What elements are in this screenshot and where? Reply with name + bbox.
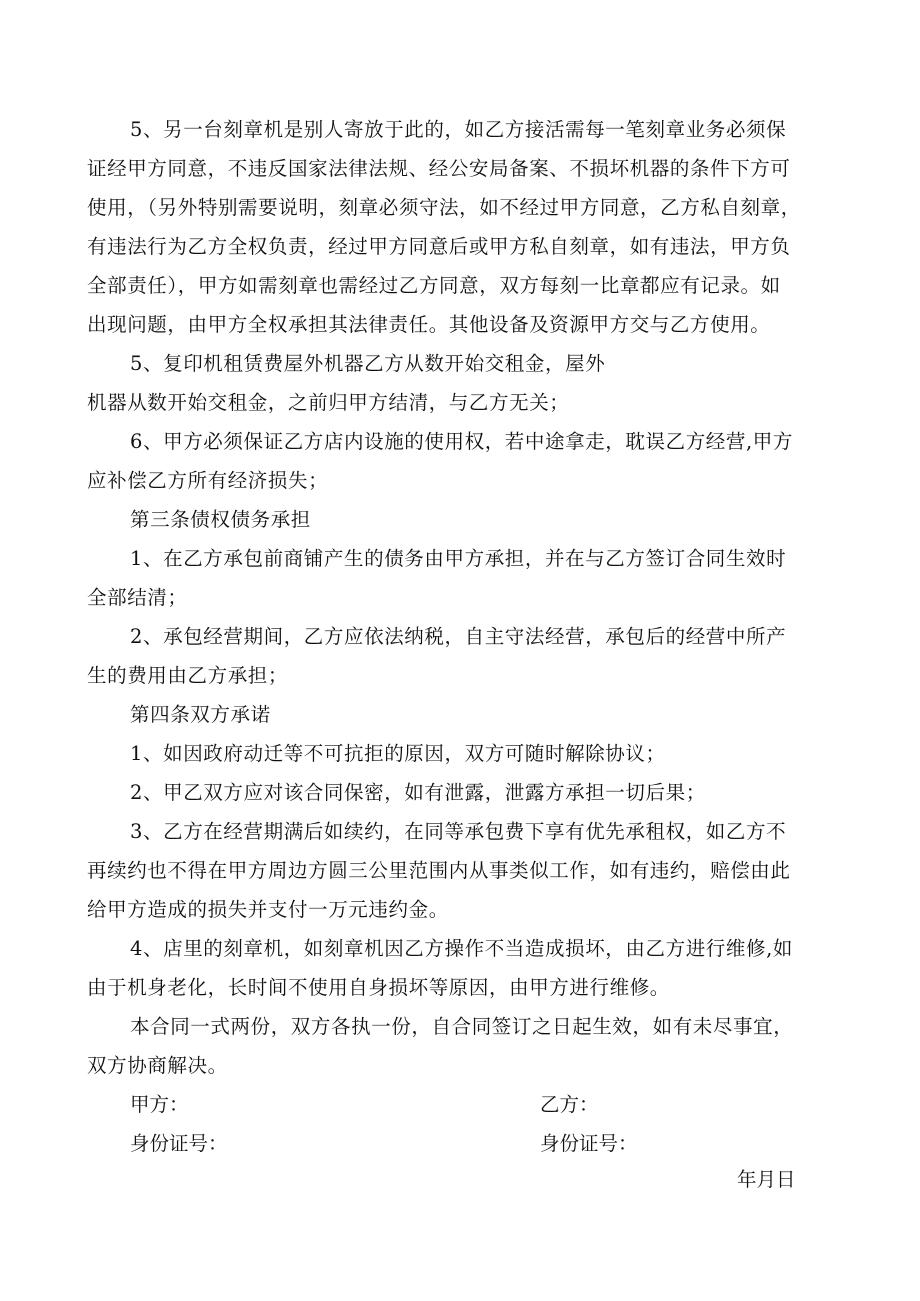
- party-b-id-label: 身份证号：: [540, 1132, 638, 1155]
- date-label: 年月日: [737, 1168, 796, 1191]
- article-3-item-2-line-1: 2、承包经营期间，乙方应依法纳税，自主守法经营，承包后的经营中所产: [130, 625, 787, 648]
- article-4-item-3-line-2: 再续约也不得在甲方周边方圆三公里范围内从事类似工作，如有违约，赔偿由此: [87, 859, 791, 882]
- clause-5a-line-5: 全部责任），甲方如需刻章也需经过乙方同意，双方每刻一比章都应有记录。如: [87, 274, 781, 297]
- article-4-item-3-line-3: 给甲方造成的损失并支付一万元违约金。: [87, 898, 449, 921]
- closing-line-2: 双方协商解决。: [87, 1054, 228, 1077]
- article-4-item-1: 1、如因政府动迁等不可抗拒的原因，双方可随时解除协议；: [130, 742, 666, 765]
- clause-5a-line-1: 5、另一台刻章机是别人寄放于此的，如乙方接活需每一笔刻章业务必须保: [130, 118, 787, 141]
- party-b-label: 乙方：: [540, 1093, 599, 1116]
- article-3-item-1-line-2: 全部结清；: [87, 586, 188, 609]
- clause-5b-line-1: 5、复印机租赁费屋外机器乙方从数开始交租金，屋外: [130, 352, 606, 375]
- article-4-item-2: 2、甲乙双方应对该合同保密，如有泄露，泄露方承担一切后果；: [130, 781, 706, 804]
- article-4-title: 第四条双方承诺: [130, 703, 271, 726]
- article-3-title: 第三条债权债务承担: [130, 508, 311, 531]
- clause-5a-line-3: 使用，（另外特别需要说明，刻章必须守法，如不经过甲方同意，乙方私自刻章，: [87, 196, 801, 219]
- clause-6-line-2: 应补偿乙方所有经济损失；: [87, 469, 329, 492]
- party-a-label: 甲方：: [130, 1093, 189, 1116]
- clause-5a-line-6: 出现问题，由甲方全权承担其法律责任。其他设备及资源甲方交与乙方使用。: [87, 313, 771, 336]
- article-3-item-1-line-1: 1、在乙方承包前商铺产生的债务由甲方承担，并在与乙方签订合同生效时: [130, 547, 787, 570]
- clause-5b-line-2: 机器从数开始交租金，之前归甲方结清，与乙方无关；: [87, 391, 570, 414]
- clause-5a-line-2: 证经甲方同意，不违反国家法律法规、经公安局备案、不损坏机器的条件下方可: [87, 157, 791, 180]
- clause-5a-line-4: 有违法行为乙方全权负责，经过甲方同意后或甲方私自刻章，如有违法，甲方负: [87, 235, 791, 258]
- article-4-item-4-line-1: 4、店里的刻章机，如刻章机因乙方操作不当造成损坏，由乙方进行维修,如: [130, 937, 794, 960]
- party-a-id-label: 身份证号：: [130, 1132, 228, 1155]
- clause-6-line-1: 6、甲方必须保证乙方店内设施的使用权，若中途拿走，耽误乙方经营,甲方: [130, 430, 794, 453]
- article-4-item-4-line-2: 由于机身老化，长时间不使用自身损坏等原因，由甲方进行维修。: [87, 976, 670, 999]
- closing-line-1: 本合同一式两份，双方各执一份，自合同签订之日起生效，如有未尽事宜，: [130, 1015, 794, 1038]
- article-4-item-3-line-1: 3、乙方在经营期满后如续约，在同等承包费下享有优先承租权，如乙方不: [130, 820, 787, 843]
- article-3-item-2-line-2: 生的费用由乙方承担；: [87, 664, 289, 687]
